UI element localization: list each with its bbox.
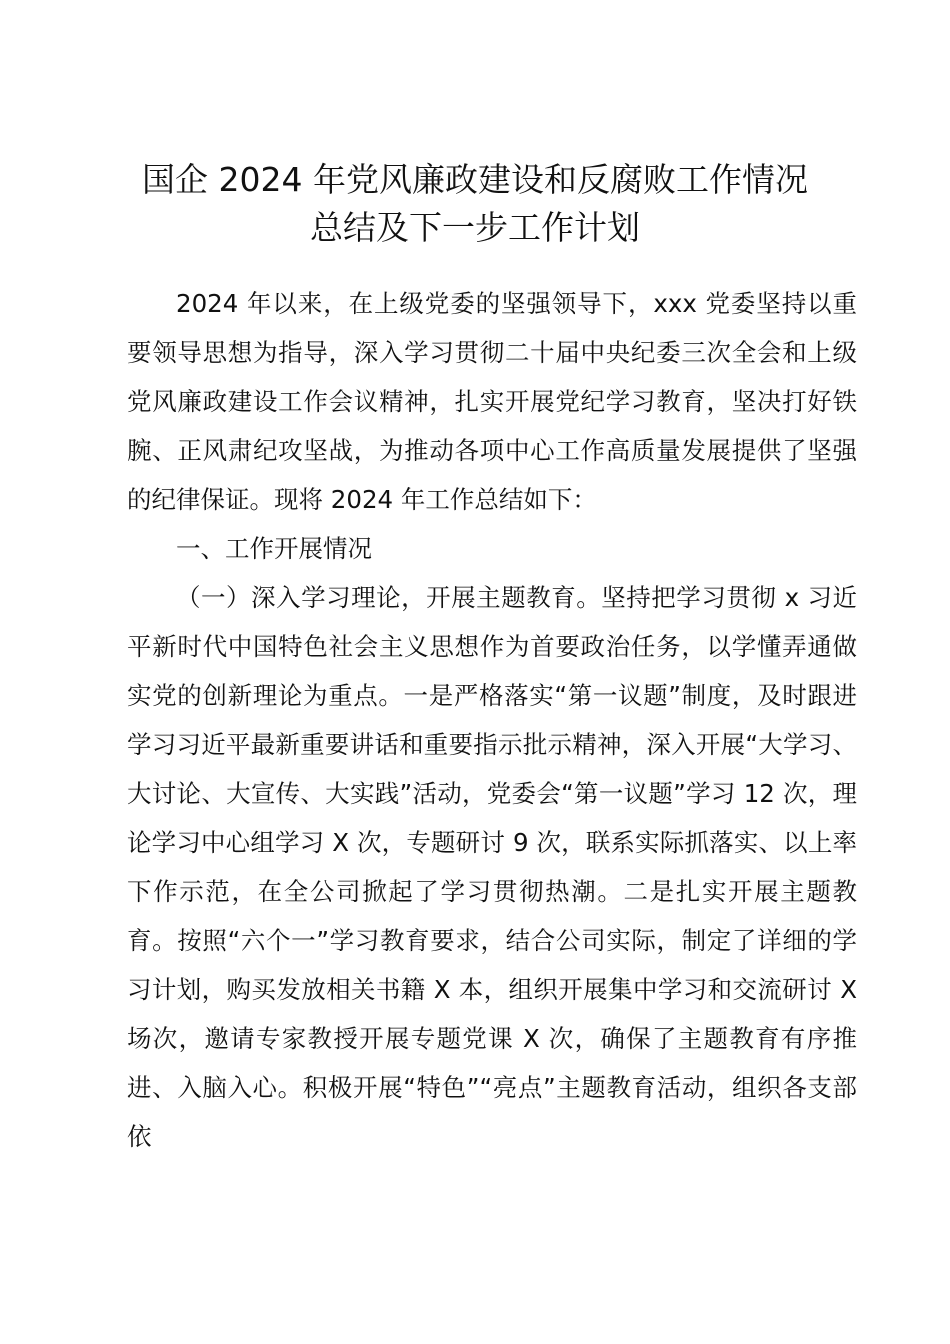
document-body <box>127 279 857 1161</box>
title-line-1: 国企 2024 年党风廉政建设和反腐败工作情况 <box>142 160 808 199</box>
subsection-paragraph-1: （一）深入学习理论，开展主题教育。坚持把学习贯彻 x 习近平新时代中国特色社会主义思想作为首要政治任务，以学懂弄通做实党的创新理论为重点。一是严格落实“第一议题”制度，及时跟进学习习近平最新重要讲话和重要指示批示精神，深入开展“大学习、大讨论、大宣传、大实践”活动，党委会“第一议题”学习 12 次，理论学习中心组学习 X 次，专题研讨 9 次，联系实际抓落实、以上率下作示范，在全公司掀起了学习贯彻热潮。二是扎实开展主题教育。按照“六个一”学习教育要求，结合公司实际，制定了详细的学习计划，购买发放相关书籍 X 本，组织开展集中学习和交流研讨 X 场次，邀请专家教授开展专题党课 X 次，确保了主题教育有序推进、入脑入心。积极开展“特色”“亮点”主题教育活动，组织各支部依 <box>127 583 857 1151</box>
intro-paragraph: 2024 年以来，在上级党委的坚强领导下，xxx 党委坚持以重要领导思想为指导，深入学习贯彻二十届中央纪委三次全会和上级党风廉政建设工作会议精神，扎实开展党纪学习教育，坚决打好铁腕、正风肃纪攻坚战，为推动各项中心工作高质量发展提供了坚强的纪律保证。现将 2024 年工作总结如下： <box>127 289 857 514</box>
document-title <box>100 156 850 252</box>
section-heading-1: 一、工作开展情况 <box>176 534 372 563</box>
title-line-2: 总结及下一步工作计划 <box>310 208 640 247</box>
